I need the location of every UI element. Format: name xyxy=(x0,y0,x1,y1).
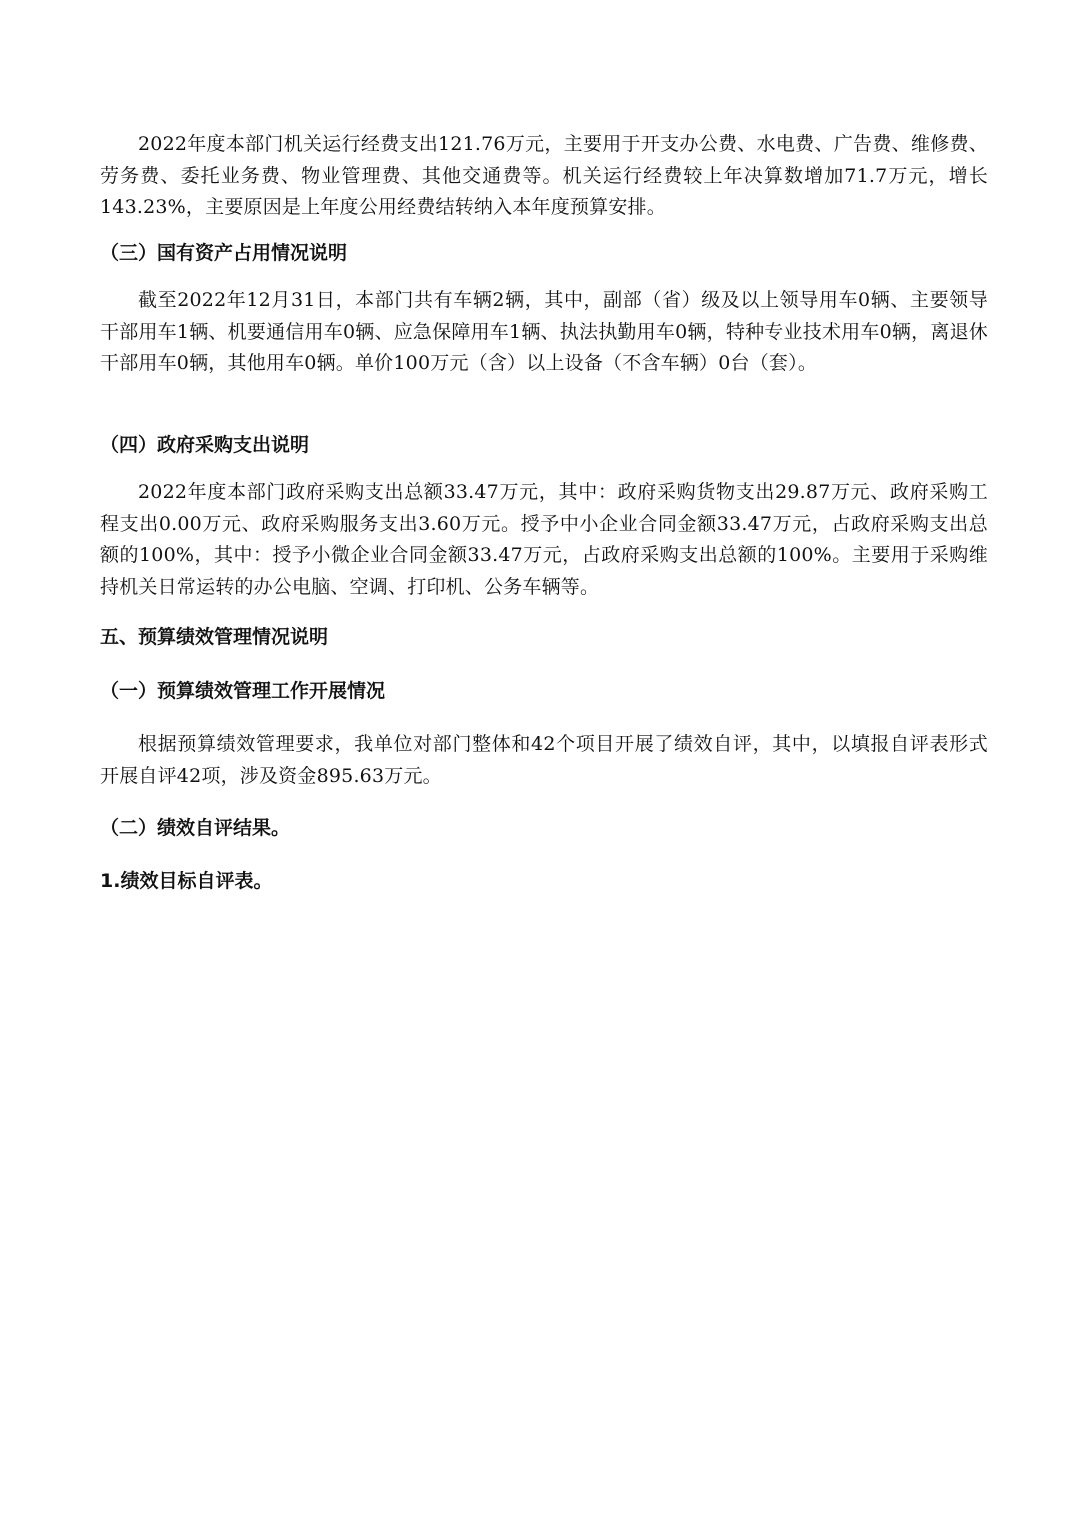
heading-section-five: 五、预算绩效管理情况说明 xyxy=(100,626,329,648)
paragraph-state-assets: 截至2022年12月31日，本部门共有车辆2辆，其中，副部（省）级及以上领导用车0辆、主要领导干部用车1辆、机要通信用车0辆、应急保障用车1辆、执法执勤用车0辆，特种专业技术用车0辆，离退休干部用车0辆，其他用车0辆。单价100万元（含）以上设备（不含车辆）0台（套）。 xyxy=(100,289,988,374)
heading-state-assets: （三）国有资产占用情况说明 xyxy=(100,242,348,264)
heading-procurement: （四）政府采购支出说明 xyxy=(100,434,310,456)
heading-performance-work: （一）预算绩效管理工作开展情况 xyxy=(100,680,386,702)
heading-self-eval-result: （二）绩效自评结果。 xyxy=(100,817,291,839)
heading-self-eval-table: 1.绩效目标自评表。 xyxy=(100,870,273,892)
paragraph-procurement: 2022年度本部门政府采购支出总额33.47万元，其中：政府采购货物支出29.87万元、政府采购工程支出0.00万元、政府采购服务支出3.60万元。授予中小企业合同金额33.47万元，占政府采购支出总额的100%，其中：授予小微企业合同金额33.47万元，占政府采购支出总额的100%。主要用于采购维持机关日常运转的办公电脑、空调、打印机、公务车辆等。 xyxy=(100,481,988,598)
paragraph-operating-expense: 2022年度本部门机关运行经费支出121.76万元，主要用于开支办公费、水电费、广告费、维修费、劳务费、委托业务费、物业管理费、其他交通费等。机关运行经费较上年决算数增加71.7万元，增长143.23%，主要原因是上年度公用经费结转纳入本年度预算安排。 xyxy=(100,133,988,218)
paragraph-performance-work: 根据预算绩效管理要求，我单位对部门整体和42个项目开展了绩效自评，其中，以填报自评表形式开展自评42项，涉及资金895.63万元。 xyxy=(100,733,988,787)
